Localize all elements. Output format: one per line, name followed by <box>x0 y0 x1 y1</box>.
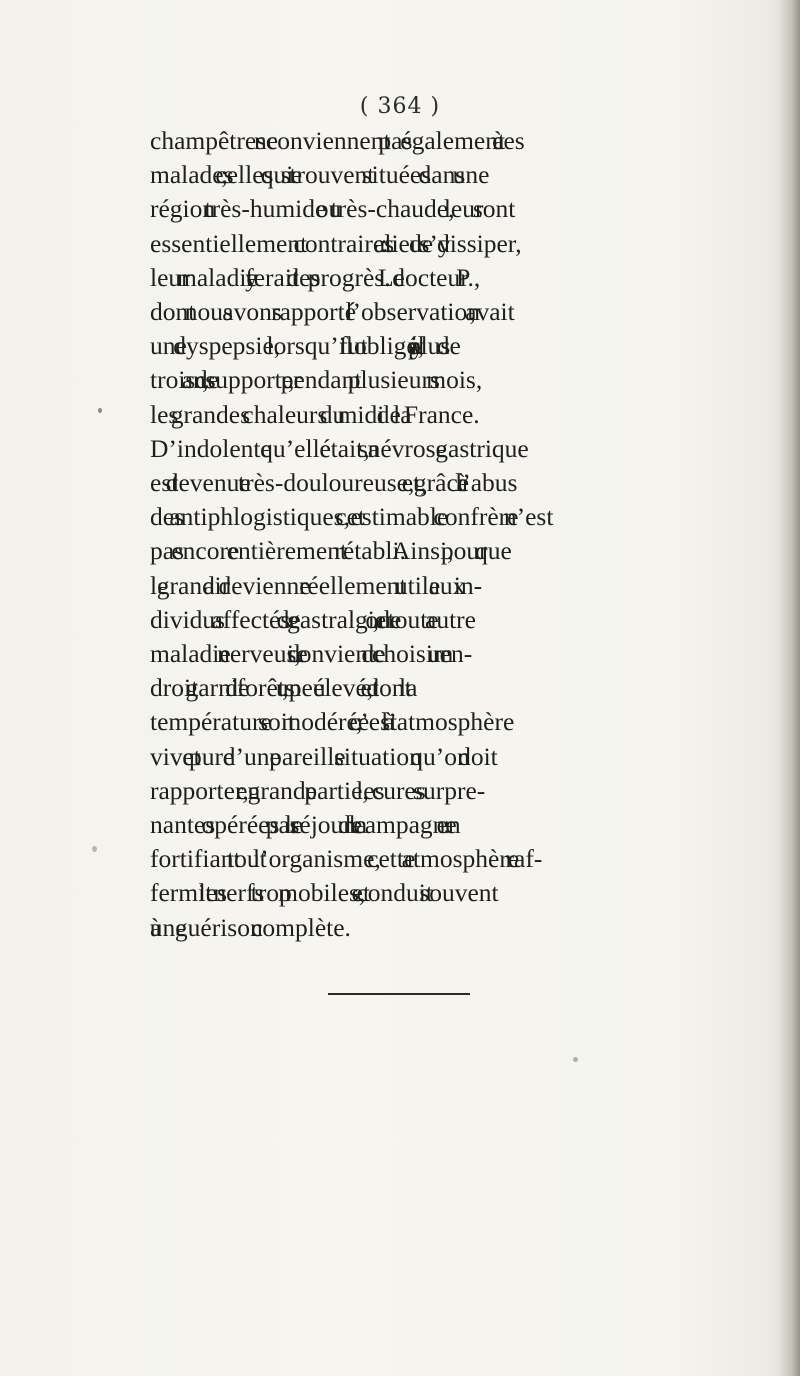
text-line: trois ans , de supporter , pendant plusieurs mois, <box>150 365 483 395</box>
text-line: droit garni de forêts , un peu élevé, et dont la <box>150 673 418 703</box>
text-line: vive et pure d’une pareille situation qu’on doit <box>150 741 498 771</box>
text-line: région très-humide ou très-chaude, leur sont <box>150 194 516 224</box>
text-line: des antiphlogistiques, cet estimable confrère n’est <box>150 502 554 532</box>
section-end-rule <box>328 993 470 995</box>
paper-speck <box>92 846 97 852</box>
text-line: rapporter, en grande partie, les cures surpre- <box>150 775 486 805</box>
text-line: maladie nerveuse , il convient de choisir un en- <box>150 639 473 669</box>
text-line: essentiellement contraires : au lieu de s’y dissiper, <box>150 228 522 258</box>
text-line: est devenue très-douloureuse, et, grâce à l’abus <box>150 468 518 498</box>
text-line: les grandes chaleurs du midi de la France. <box>150 399 480 429</box>
text-line: une dyspepsie, lorsqu’il fut obligé, il y a plus de <box>150 331 461 361</box>
text-line: dividus affectés de gastralgie , ou de toute autre <box>150 604 476 634</box>
text-line: dont nous avons rapporté l’observation , avait <box>150 297 515 327</box>
text-line: malades ; celles qui se trouvent situées dans une <box>150 160 490 190</box>
paper-speck <box>98 408 102 413</box>
text-line: à une guérison complète. <box>150 912 351 942</box>
text-line: leur maladie y ferait des progrès. Le docteur P., <box>150 262 481 292</box>
text-line: pas encore entièrement rétabli. Ainsi, pour que <box>150 536 512 566</box>
text-line: température soit modérée ; c’est à l’atmosphère <box>150 707 515 737</box>
text-line: fortifiant tout l’organisme, cette atmosphère raf- <box>150 844 543 874</box>
text-line: nantes opérées par le séjour de la campagne : en <box>150 810 461 840</box>
text-line: champêtres ne conviennent pas également à ces <box>150 126 525 155</box>
body-text <box>150 124 790 945</box>
text-line: D’indolente qu’elle était, sa névrose gastrique <box>150 433 529 463</box>
paper-speck <box>573 1057 578 1062</box>
text-line: fermit les nerfs trop mobiles, et conduit souvent <box>150 878 499 908</box>
page-number: ( 364 ) <box>359 94 441 119</box>
text-line: le grand air devienne réellement utile aux in- <box>150 570 483 600</box>
